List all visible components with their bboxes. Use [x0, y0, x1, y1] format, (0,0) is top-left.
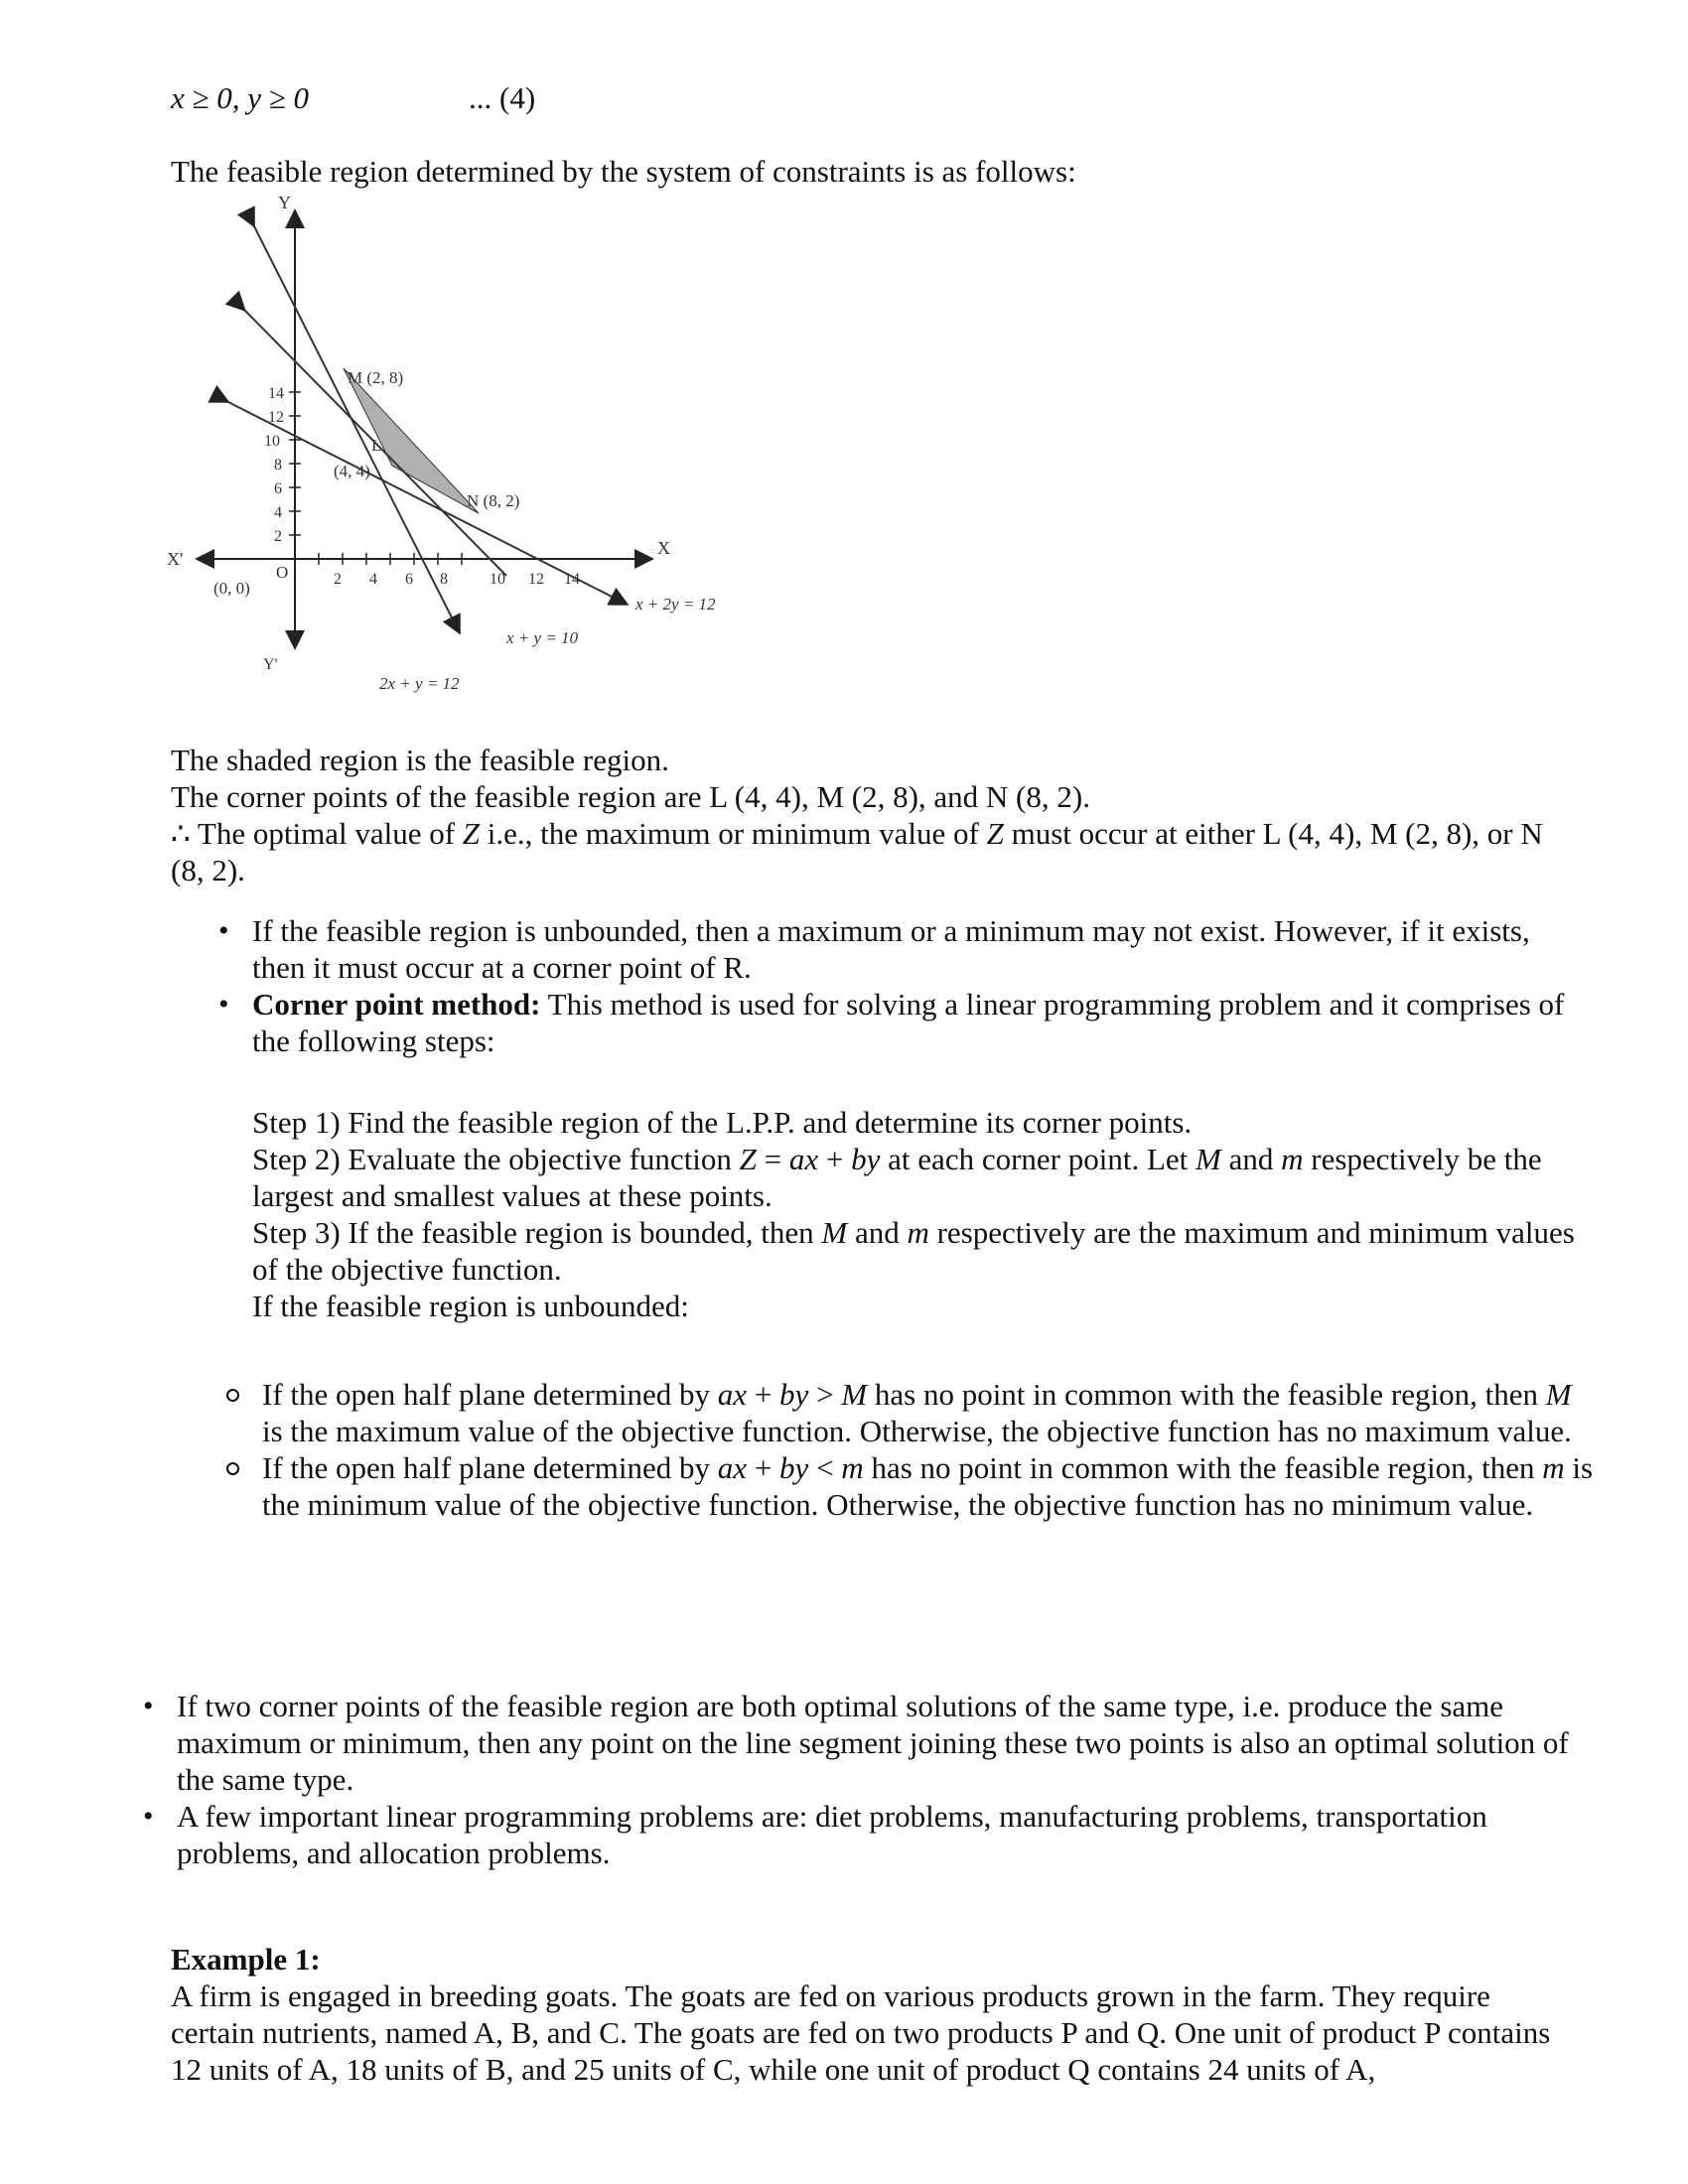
- intro-text: The feasible region determined by the system of constraints is as follows:: [171, 154, 1076, 189]
- y-tick-label: 2: [274, 528, 282, 545]
- y-axis-label: Y: [278, 195, 291, 212]
- constraint-inequality: x ≥ 0, y ≥ 0: [171, 80, 310, 115]
- list-item: If the open half plane determined by ax + by < m has no point in common with the feasible region, then m is the minimum value of the objective function. Otherwise, the objective function has no minimum value.: [226, 1449, 1597, 1523]
- corner-points-text: [171, 742, 1581, 1059]
- feasible-region-graph: [159, 195, 774, 711]
- x-tick-label: 10: [490, 571, 505, 588]
- feasible-region-shade: [344, 368, 479, 513]
- point-m-label: M (2, 8): [348, 368, 404, 387]
- general-bullets: [119, 1688, 1599, 1871]
- x-tick-label: 14: [564, 571, 580, 588]
- constraint-line: [171, 79, 1581, 116]
- y-tick-label: 8: [274, 457, 282, 474]
- y-tick-label: 14: [268, 385, 284, 402]
- list-item: If the open half plane determined by ax + by > M has no point in common with the feasible region, then M is the maximum value of the objective function. Otherwise, the objective function has no maximum value.: [226, 1376, 1597, 1449]
- list-item: • If the feasible region is unbounded, then a maximum or a minimum may not exist. However, if it exists, then it must occur at a corner point of R.: [171, 912, 1581, 986]
- y-tick-label: 4: [274, 504, 282, 521]
- y-tick-label: 6: [274, 480, 282, 497]
- line-label-2x-plus-y: 2x + y = 12: [379, 674, 460, 693]
- list-item: • Corner point method: This method is used for solving a linear programming problem and it comprises of the following steps:: [171, 986, 1581, 1059]
- y-tick-label: 12: [268, 409, 284, 426]
- point-l-label: L: [371, 436, 382, 455]
- constraint-number: ... (4): [469, 80, 536, 115]
- x-tick-label: 6: [405, 571, 413, 588]
- general-list: [119, 1688, 1599, 1871]
- line-label-x-plus-2y: x + 2y = 12: [635, 595, 716, 614]
- unbounded-cases: [226, 1376, 1597, 1523]
- list-item: • If two corner points of the feasible region are both optimal solutions of the same type, i.e. produce the same maximum or minimum, then any point on the line segment joining these two points is also an optimal solution of the same type.: [119, 1688, 1599, 1798]
- shaded-region-sentence: The shaded region is the feasible region.: [171, 743, 669, 777]
- step-2: Step 2) Evaluate the objective function Z = ax + by at each corner point. Let M and m respectively be the largest and smallest values at these points.: [252, 1142, 1542, 1213]
- line-label-x-plus-y: x + y = 10: [506, 628, 579, 647]
- x-tick-label: 2: [334, 571, 342, 588]
- example-text: A firm is engaged in breeding goats. The goats are fed on various products grown in the farm. They require certain nutrients, named A, B, and C. The goats are fed on two products P and Q. One unit of product P contains 12 units of A, 18 units of B, and 25 units of C, while one unit of product Q contains 24 units of A,: [171, 1979, 1551, 2087]
- corner-point-steps: [252, 1104, 1593, 1324]
- x-neg-axis-label: X': [167, 549, 184, 569]
- point-n-label: N (8, 2): [467, 491, 520, 510]
- x-tick-label: 12: [528, 571, 544, 588]
- list-item: • A few important linear programming problems are: diet problems, manufacturing problems, transportation problems, and allocation problems.: [119, 1798, 1599, 1871]
- example-section: [171, 1941, 1581, 2088]
- x-tick-label: 8: [440, 571, 448, 588]
- y-neg-axis-label: Y': [263, 656, 278, 673]
- x-axis-label: X: [657, 538, 670, 558]
- corner-points-sentence: The corner points of the feasible region are L (4, 4), M (2, 8), and N (8, 2).: [171, 779, 1090, 814]
- point-l-coord: (4, 4): [334, 462, 370, 480]
- origin-point-label: (0, 0): [213, 579, 250, 598]
- origin-label: O: [276, 563, 289, 582]
- example-title: Example 1:: [171, 1942, 321, 1977]
- unbounded-heading: If the feasible region is unbounded:: [252, 1289, 689, 1323]
- x-tick-label: 4: [369, 571, 377, 588]
- optimal-value-sentence: ∴ The optimal value of Z i.e., the maximum or minimum value of Z must occur at either L (4, 4), M (2, 8), or N (8, 2).: [171, 816, 1543, 887]
- step-3: Step 3) If the feasible region is bounded, then M and m respectively are the maximum and minimum values of the objective function.: [252, 1215, 1575, 1287]
- y-tick-label: 10: [264, 433, 280, 450]
- theory-bullets: [171, 912, 1581, 1059]
- unbounded-list: [226, 1376, 1597, 1523]
- step-1: Step 1) Find the feasible region of the L.P.P. and determine its corner points.: [252, 1105, 1193, 1140]
